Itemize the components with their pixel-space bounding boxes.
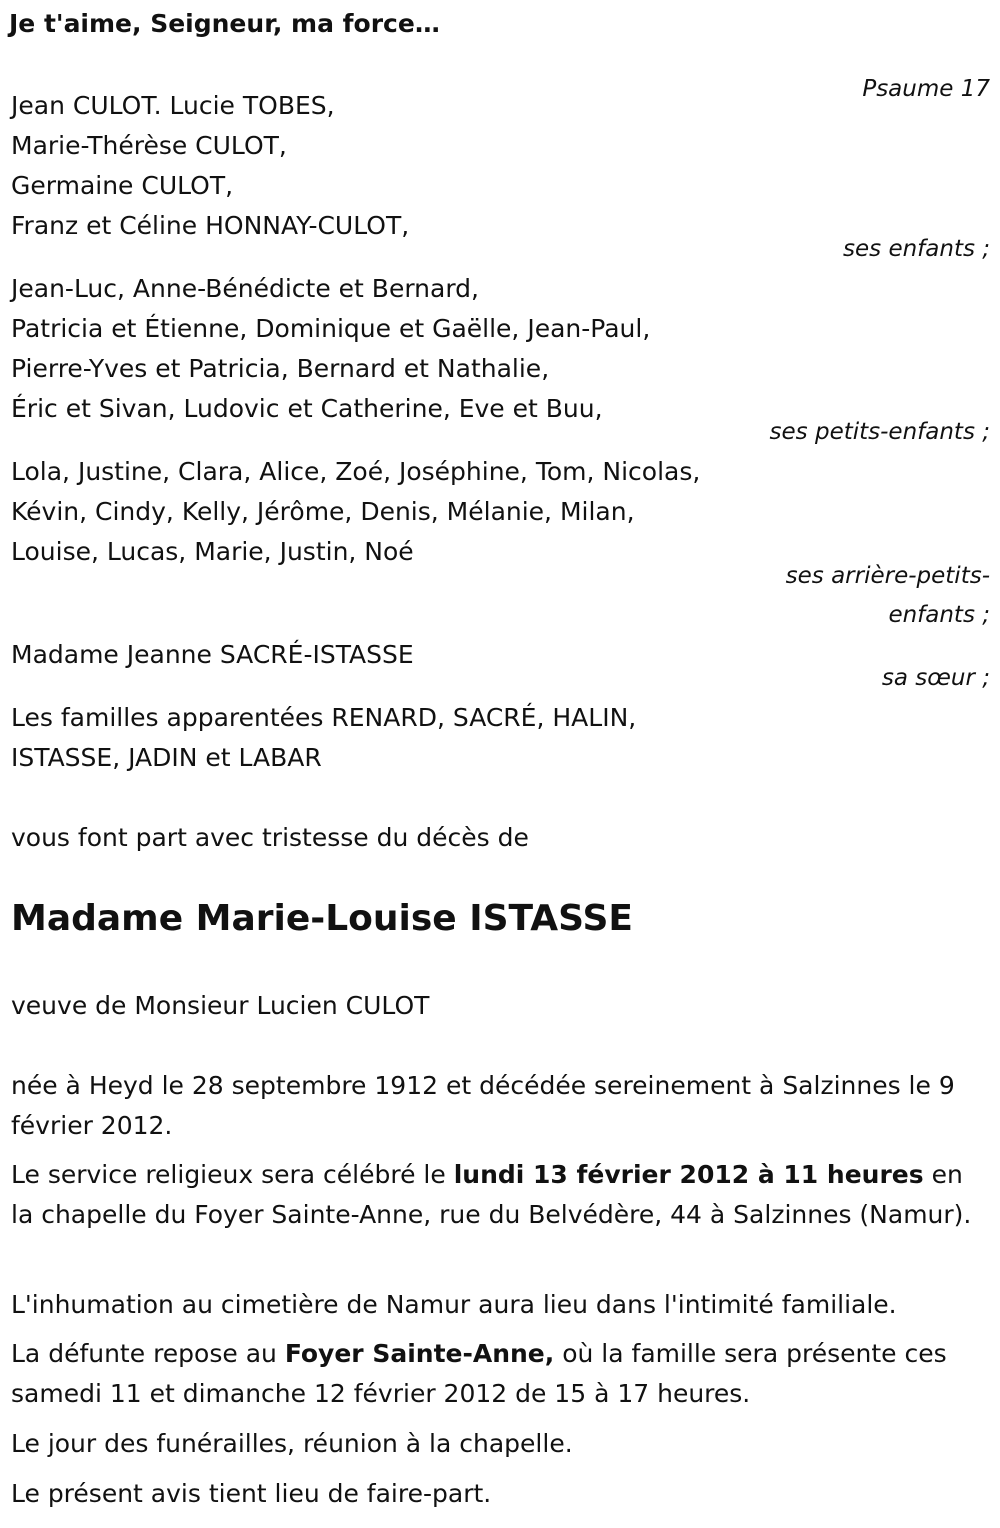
repose-details: où la famille sera présente ces samedi 11 et dimanche 12 février 2012 de 15 à 17 heures. (11, 1339, 947, 1408)
children-label: ses enfants ; (843, 236, 990, 262)
birth-death-paragraph: née à Heyd le 28 septembre 1912 et décédée sereinement à Salzinnes le 9 février 2012. (11, 1071, 955, 1140)
grandchild-line: Jean-Luc, Anne-Bénédicte et Bernard, (11, 274, 479, 303)
great-grandchildren-label: ses arrière-petits- (785, 563, 990, 589)
great-grandchild-line: Kévin, Cindy, Kelly, Jérôme, Denis, Mélanie, Milan, (11, 497, 635, 526)
widow-of: veuve de Monsieur Lucien CULOT (11, 991, 430, 1020)
deceased-name: Madame Marie-Louise ISTASSE (11, 898, 634, 939)
great-grandchildren-label-cont: enfants ; (888, 602, 990, 628)
great-grandchild-line: Lola, Justine, Clara, Alice, Zoé, Joséphine, Tom, Nicolas, (11, 457, 701, 486)
sister-line: Madame Jeanne SACRÉ-ISTASSE (11, 640, 414, 669)
grandchildren-label: ses petits-enfants ; (769, 419, 990, 445)
service-location: en la chapelle du Foyer Sainte-Anne, rue du Belvédère, 44 à Salzinnes (Namur). (11, 1160, 972, 1229)
grandchild-line: Patricia et Étienne, Dominique et Gaëlle, Jean-Paul, (11, 314, 651, 343)
announcement: vous font part avec tristesse du décès de (11, 823, 529, 852)
child-line: Marie-Thérèse CULOT, (11, 131, 287, 160)
child-line: Jean CULOT. Lucie TOBES, (11, 91, 335, 120)
repose-paragraph (11, 1334, 988, 1414)
burial-paragraph: L'inhumation au cimetière de Namur aura lieu dans l'intimité familiale. (11, 1290, 897, 1319)
service-paragraph (11, 1155, 988, 1235)
repose-place: Foyer Sainte-Anne, (284, 1339, 555, 1368)
grandchild-line: Éric et Sivan, Ludovic et Catherine, Eve et Buu, (11, 394, 603, 423)
great-grandchild-line: Louise, Lucas, Marie, Justin, Noé (11, 537, 414, 566)
child-line: Franz et Céline HONNAY-CULOT, (11, 211, 410, 240)
service-text: Le service religieux sera célébré le (11, 1160, 454, 1189)
families-line: ISTASSE, JADIN et LABAR (11, 743, 322, 772)
grandchild-line: Pierre-Yves et Patricia, Bernard et Nathalie, (11, 354, 550, 383)
opening-verse: Je t'aime, Seigneur, ma force… (9, 9, 440, 38)
repose-text: La défunte repose au (11, 1339, 285, 1368)
notice-paragraph: Le présent avis tient lieu de faire-part. (11, 1479, 492, 1508)
psalm-reference: Psaume 17 (862, 76, 990, 102)
families-line: Les familles apparentées RENARD, SACRÉ, HALIN, (11, 703, 637, 732)
service-date: lundi 13 février 2012 à 11 heures (453, 1160, 924, 1189)
sister-label: sa sœur ; (881, 665, 990, 691)
reunion-paragraph: Le jour des funérailles, réunion à la chapelle. (11, 1429, 573, 1458)
child-line: Germaine CULOT, (11, 171, 234, 200)
